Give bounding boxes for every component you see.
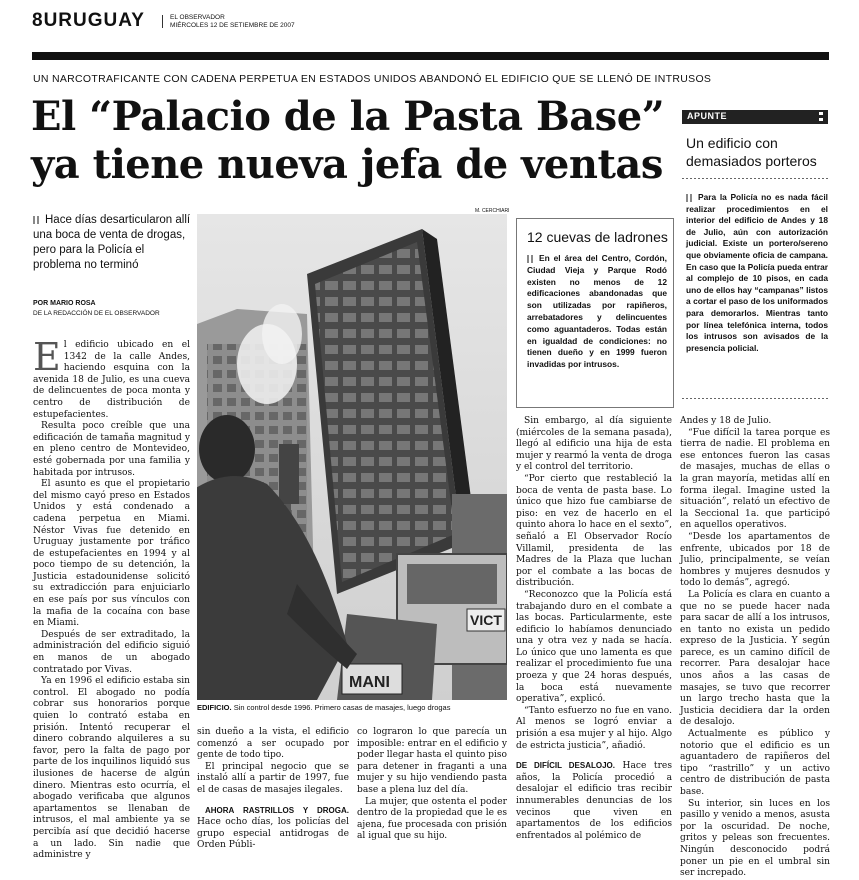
paper-name: EL OBSERVADOR: [170, 14, 225, 21]
building-photo: [197, 214, 507, 700]
byline: [33, 299, 203, 319]
bullet-icon: [686, 194, 694, 202]
dots-icon: [819, 112, 823, 122]
paragraph: co lograron lo que parecía un imposible: entrar en el edificio y poder llegar hasta el quinto piso para detener in fraganti a una mujer y su hijo vendiendo pasta base a plena luz del día.: [357, 727, 507, 795]
apunte-divider: [682, 178, 828, 179]
byline-desk: DE LA REDACCIÓN DE EL OBSERVADOR: [33, 310, 160, 317]
top-rule: [32, 52, 829, 60]
masthead: [32, 10, 295, 32]
box-body: [527, 253, 667, 371]
paragraph: “Desde los apartamentos de enfrente, ubicados por 18 de Julio, principalmente, se veían hombres y mujeres desnudos y todo lo demás”, agregó.: [680, 531, 830, 589]
headline: El “Palacio de la Pasta Base” ya tiene nueva jefa de ventas: [31, 93, 665, 188]
paragraph: Actualmente es público y notorio que el edificio es un aguantadero de rapiñeros del tipo “rastrillo” y un activo centro de distribución de pasta base.: [680, 729, 830, 797]
paragraph: Su interior, sin luces en los pasillo y venido a menos, asusta por la oscuridad. De noche, gritos y peleas son frecuentes. Ningún desconocido podrá poner un pie en el umbral sin ser increpado.: [680, 798, 830, 879]
bullet-icon: [527, 255, 535, 263]
svg-text:VICT: VICT: [470, 612, 502, 628]
paragraph: Resulta poco creíble que una edificación de tamaña magnitud y en pleno centro de Montevideo, esté gobernada por una familia y habitada por intrusos.: [33, 421, 190, 478]
apunte-title: Un edificio con demasiados porteros: [686, 135, 817, 169]
sidebar-box: [516, 218, 674, 408]
caption-label: EDIFICIO.: [197, 703, 232, 712]
paragraph: Hace ocho días, los policías del grupo especial antidrogas de Orden Públi-: [197, 817, 349, 851]
cart-sign: MANI: [349, 674, 390, 691]
masthead-divider: [162, 15, 163, 28]
photo-caption: [197, 703, 507, 712]
article-column-4: [516, 416, 672, 842]
photo-credit: M. CERCHIARI: [475, 208, 510, 214]
paragraph: Después de ser extraditado, la administración del edificio siguió en manos de un abogado contratado por Vivas.: [33, 629, 190, 675]
subhead: DE DIFÍCIL DESALOJO.: [516, 761, 615, 771]
paragraph: Andes y 18 de Julio.: [680, 416, 772, 426]
article-column-3: [357, 727, 507, 843]
paragraph: sin dueño a la vista, el edificio comenzó a ser ocupado por gente de todo tipo.: [197, 727, 349, 761]
article-column-1: [33, 335, 190, 862]
paragraph: “Tanto esfuerzo no fue en vano. Al menos se logró enviar a prisión a esa mujer y al hijo. Algo de estricta justicia”, añadió.: [516, 705, 672, 751]
paragraph: La mujer, que ostenta el poder dentro de la propiedad que le es ajena, fue procesada con prisión al igual que su hijo.: [357, 796, 507, 842]
photo-illustration: [197, 214, 507, 700]
issue-date: MIÉRCOLES 12 DE SETIEMBRE DE 2007: [170, 22, 295, 29]
deck: [33, 213, 191, 273]
box-title: 12 cuevas de ladrones: [527, 229, 668, 245]
paragraph: “Reconozco que la Policía está trabajando duro en el combate a las bocas. Particularmente, este edificio lo habíamos denunciado una y otra vez y nada se hacía. Lo único que uno lamenta es que realizar el procedimiento fue una proeza y que 24 horas después, la boca está nuevamente operativa”, explicó.: [516, 589, 672, 705]
paragraph: “Fue difícil la tarea porque es tierra de nadie. El problema en ese entonces fueron las casas de masajes, muchas de ellas o la gran mayoría, metidas allí en forma ilegal. Imagine usted la situación”, relató un efectivo de la Seccional 1a. que participó en aquellos operativos.: [680, 427, 830, 531]
box-text: En el área del Centro, Cordón, Ciudad Vieja y Parque Rodó existen no menos de 12 edificaciones abandonadas que son utilizadas por rapiñeros, arrebatadores y delincuentes como aguantaderos. Todas están en igualdad de condiciones: no tienen dueño y en 1999 fueron invadidas por intrusos.: [527, 253, 667, 370]
apunte-label-bar: [682, 110, 828, 124]
bullet-icon: [33, 216, 41, 224]
byline-author: POR MARIO ROSA: [33, 300, 96, 307]
article-column-2: [197, 727, 349, 852]
subhead: AHORA RASTRILLOS Y DROGA.: [205, 805, 349, 815]
deck-text: Hace días desarticularon allí una boca de venta de drogas, pero para la Policía el problema no terminó: [33, 214, 191, 271]
article-column-5: [680, 416, 830, 880]
masthead-meta: [170, 14, 295, 30]
section-name: URUGUAY: [43, 10, 145, 31]
paragraph: La Policía es clara en cuanto a que no se puede hacer nada para sacar de allí a los intrusos, en tanto no exista un pedido expreso de la Justicia. Y según parece, es un camino difícil de recorrer. Para desalojar hace unos años a las casas de masajes, se tuvo que recorrer un largo trecho hasta que la Justicia decidiera dar la orden de desalojo.: [680, 589, 830, 728]
apunte-body: [686, 192, 828, 354]
kicker: UN NARCOTRAFICANTE CON CADENA PERPETUA EN ESTADOS UNIDOS ABANDONÓ EL EDIFICIO QUE SE LLENÓ DE INTRUSOS: [33, 73, 712, 85]
paragraph: “Por cierto que restableció la boca de venta de pasta base. Lo único que hizo fue cambiarse de piso: en vez de hacerlo en el quinto ahora lo hace en el sexto”, señaló a El Observador Rocío Villamil, presidenta de las Madres de la Plaza que luchan por el combate a las bocas de distribución.: [516, 473, 672, 589]
page-number: 8: [32, 10, 44, 31]
paragraph: El asunto es que el propietario del mismo cayó preso en Estados Unidos y está condenado a cadena perpetua en Miami. Néstor Vivas fue detenido en Uruguay justamente por tráfico de estupefacientes en 1994 y al poco tiempo de su detención, la Justicia estadounidense solicitó su extradicción para enjuiciarlo en ese país por sus vínculos con la mafia de la cocaína con base en Miami.: [33, 479, 190, 629]
apunte-divider-bottom: [682, 398, 828, 399]
paragraph: Ya en 1996 el edificio estaba sin control. El abogado no podía cobrar sus honorarios porque quien lo contrató estaba en prisión. Intentó recuperar el dinero cobrando alquileres a su favor, pero la falta de pago por parte de los inquilinos liquidó sus ilusiones de hacerse de algún dinero. Mientras esto ocurría, el abogado verificaba que algunos apartamentos se llenaban de intrusos, el mal ambiente ya se percibía así que decidió hacerse a un lado. Sin nadie que administre y: [33, 676, 190, 861]
paragraph: Hace tres años, la Policía procedió a desalojar el edificio tras recibir innumerables denuncias de los vecinos que viven en apartamentos de los edificios enfrentados al polémico de: [516, 761, 672, 841]
paragraph: l edificio ubicado en el 1342 de la calle Andes, haciendo esquina con la avenida 18 de Julio, es una cueva de delincuentes de poca monta y centro de distribución de estupefacientes.: [33, 340, 190, 420]
apunte-label: APUNTE: [687, 111, 728, 121]
drop-cap: E: [33, 335, 61, 379]
paragraph: El principal negocio que se instaló allí a partir de 1997, fue el de casas de masajes ilegales.: [197, 761, 349, 795]
caption-text: Sin control desde 1996. Primero casas de masajes, luego drogas: [233, 703, 451, 712]
paragraph: Sin embargo, al día siguiente (miércoles de la semana pasada), llegó al edificio una hija de esta mujer y rearmó la venta de droga y el control del territorio.: [516, 416, 672, 473]
apunte-text: Para la Policía no es nada fácil realizar procedimientos en el interior del edificio de Andes y 18 de Julio, aún con autorización judicial. Existe un portero/sereno que obviamente oficia de campana. En caso que la Policía pueda entrar al complejo de 10 pisos, en cada uno de ellos hay “campanas” listos a cortar el paso de los uniformados para demorarlos. Mientras tanto por línea telefónica interna, todos los intrusos son avisados de la presencia policial.: [686, 192, 828, 353]
